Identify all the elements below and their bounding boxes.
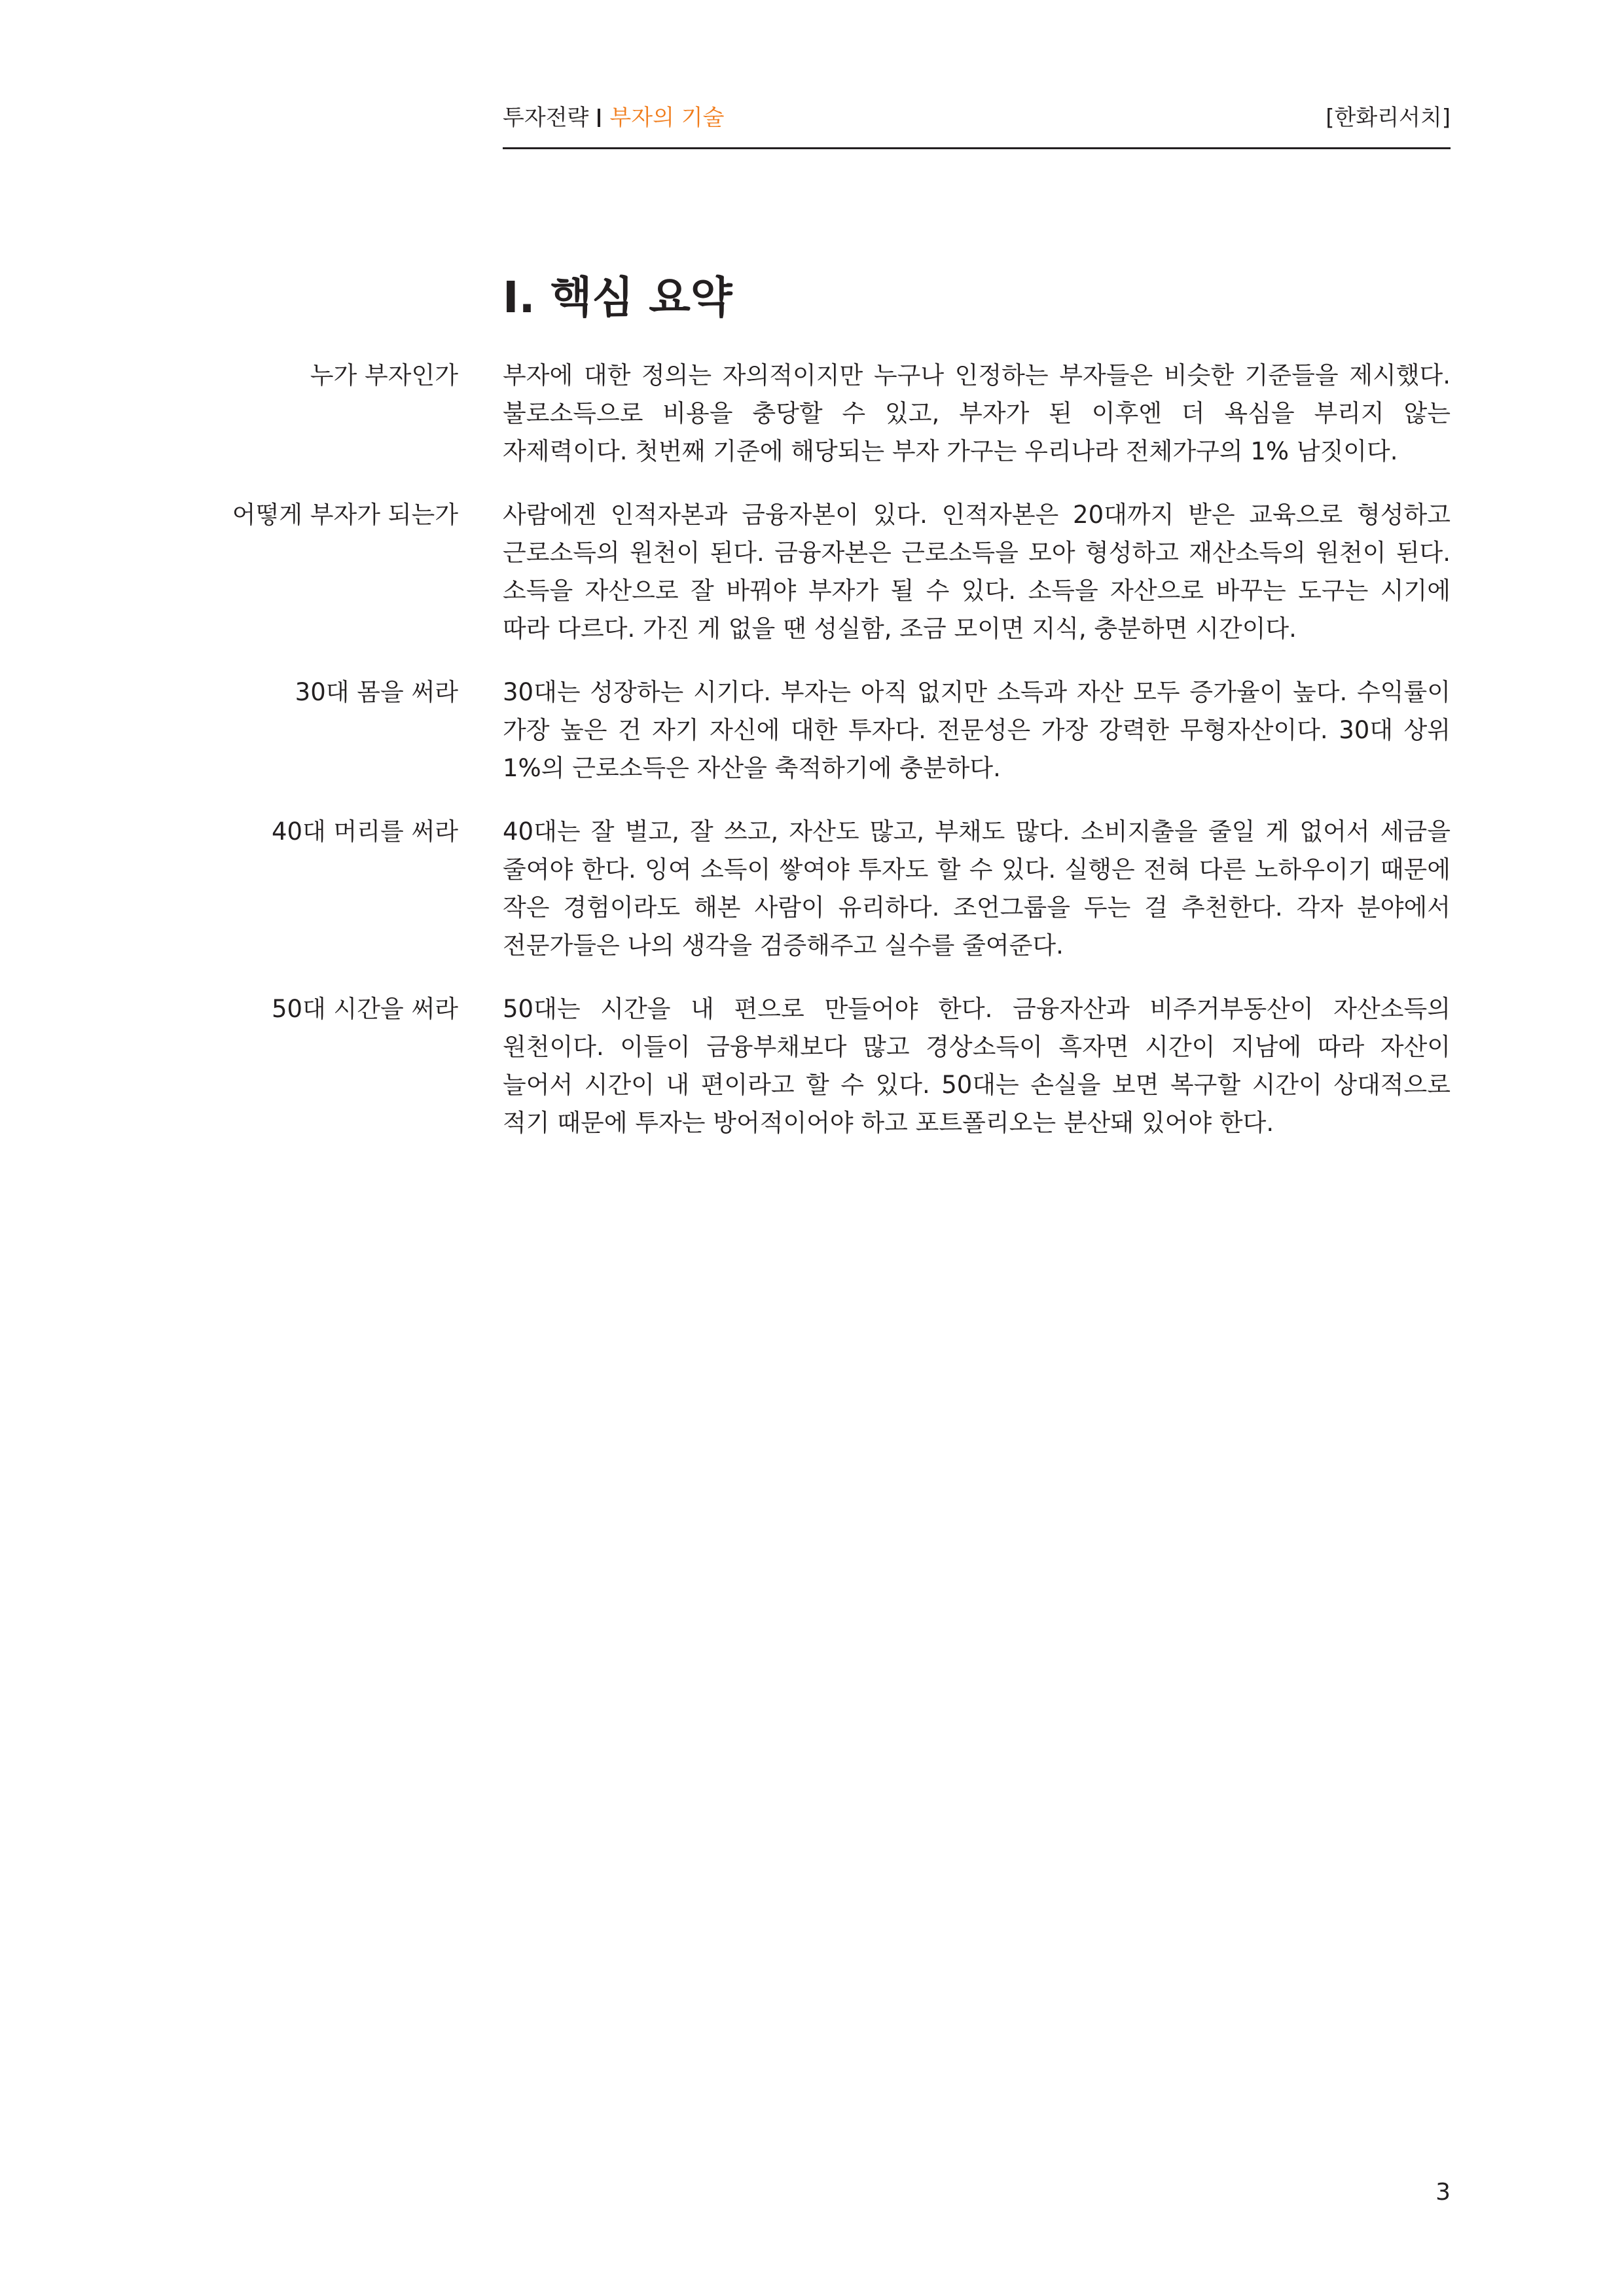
header-separator	[598, 109, 600, 127]
header-divider	[503, 147, 1451, 149]
summary-text: 30대는 성장하는 시기다. 부자는 아직 없지만 소득과 자산 모두 증가율이 높다. 수익률이 가장 높은 건 자기 자신에 대한 투자다. 전문성은 가장 강력한 무형자산이다. 30대 상위 1%의 근로소득은 자산을 축적하기에 충분하다.	[503, 678, 1451, 782]
summary-text: 사람에겐 인적자본과 금융자본이 있다. 인적자본은 20대까지 받은 교육으로 형성하고 근로소득의 원천이 된다. 금융자본은 근로소득을 모아 형성하고 재산소득의 원천이 된다. 소득을 자산으로 잘 바꿔야 부자가 될 수 있다. 소득을 자산으로 바꾸는 도구는 시기에 따라 다르다. 가진 게 없을 땐 성실함, 조금 모이면 지식, 충분하면 시간이다.	[503, 501, 1451, 643]
summary-row	[196, 673, 1451, 787]
summary-label: 누가 부자인가	[310, 361, 458, 389]
summary-text: 40대는 잘 벌고, 잘 쓰고, 자산도 많고, 부채도 많다. 소비지출을 줄일 게 없어서 세금을 줄여야 한다. 잉여 소득이 쌓여야 투자도 할 수 있다. 실행은 전혀 다른 노하우이기 때문에 작은 경험이라도 해본 사람이 유리하다. 조언그룹을 두는 걸 추천한다. 각자 분야에서 전문가들은 나의 생각을 검증해주고 실수를 줄여준다.	[503, 817, 1451, 960]
section-title: I. 핵심 요약	[503, 272, 732, 323]
summary-row	[196, 813, 1451, 965]
page-number: 3	[1435, 2179, 1451, 2206]
page-header	[503, 98, 1451, 137]
header-breadcrumb	[503, 98, 724, 137]
summary-row	[196, 357, 1451, 471]
header-publisher: [한화리서치]	[1326, 105, 1451, 131]
header-section: 투자전략	[503, 105, 589, 131]
summary-label: 40대 머리를 써라	[271, 817, 458, 846]
header-topic: 부자의 기술	[609, 105, 725, 131]
summary-row	[196, 496, 1451, 648]
summary-label: 30대 몸을 써라	[295, 678, 458, 706]
summary-text: 50대는 시간을 내 편으로 만들어야 한다. 금융자산과 비주거부동산이 자산소득의 원천이다. 이들이 금융부채보다 많고 경상소득이 흑자면 시간이 지남에 따라 자산이 늘어서 시간이 내 편이라고 할 수 있다. 50대는 손실을 보면 복구할 시간이 상대적으로 적기 때문에 투자는 방어적이어야 하고 포트폴리오는 분산돼 있어야 한다.	[503, 995, 1451, 1137]
summary-label: 50대 시간을 써라	[271, 995, 458, 1023]
summary-row	[196, 990, 1451, 1142]
summary-text: 부자에 대한 정의는 자의적이지만 누구나 인정하는 부자들은 비슷한 기준들을 제시했다. 불로소득으로 비용을 충당할 수 있고, 부자가 된 이후엔 더 욕심을 부리지 않는 자제력이다. 첫번째 기준에 해당되는 부자 가구는 우리나라 전체가구의 1% 남짓이다.	[503, 361, 1451, 465]
summary-label: 어떻게 부자가 되는가	[232, 501, 458, 529]
summary-list	[196, 357, 1451, 1168]
